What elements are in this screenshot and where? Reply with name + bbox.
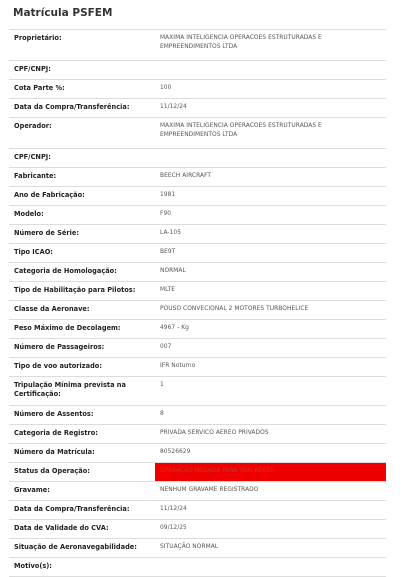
row-label: Ano de Fabricação: <box>14 191 85 199</box>
table-row <box>9 501 386 520</box>
row-value: NENHUM GRAVAME REGISTRADO <box>160 487 259 493</box>
table-row <box>9 339 386 358</box>
row-value: 007 <box>160 344 172 350</box>
table-row <box>9 99 386 118</box>
row-value: 1 <box>160 382 164 388</box>
row-label: Data de Validade do CVA: <box>14 524 109 532</box>
row-value: 80526629 <box>160 449 191 455</box>
table-row <box>9 301 386 320</box>
row-label: Proprietário: <box>14 34 62 42</box>
row-label: Categoria de Homologação: <box>14 267 117 275</box>
row-value: 11/12/24 <box>160 104 187 110</box>
row-label: CPF/CNPJ: <box>14 153 51 161</box>
table-row <box>9 539 386 558</box>
row-label: Fabricante: <box>14 172 57 180</box>
row-value <box>155 149 386 167</box>
row-label: Número de Assentos: <box>14 410 94 418</box>
row-label: Tripulação Mínima prevista na Certificação: <box>14 381 126 399</box>
row-label: Tipo ICAO: <box>14 248 53 256</box>
row-value: PRIVADA SERVICO AEREO PRIVADOS <box>160 430 269 436</box>
table-row <box>9 463 386 482</box>
status-badge: OPERAÇÃO NEGADA PARA TÁXI AÉREO <box>155 463 386 481</box>
row-value: F90 <box>160 211 172 217</box>
row-value: LA-105 <box>160 230 181 236</box>
row-value <box>155 61 386 79</box>
table-row <box>9 30 386 61</box>
table-row <box>9 358 386 377</box>
row-label: Status da Operação: <box>14 467 90 475</box>
row-label: Número de Série: <box>14 229 79 237</box>
table-row <box>9 225 386 244</box>
table-row <box>9 377 386 406</box>
row-label: Situação de Aeronavegabilidade: <box>14 543 137 551</box>
row-value: SITUAÇÃO NORMAL <box>160 544 219 550</box>
table-row <box>9 520 386 539</box>
row-label: Número da Matrícula: <box>14 448 95 456</box>
row-label: Peso Máximo de Decolagem: <box>14 324 121 332</box>
row-value: 8 <box>160 411 164 417</box>
table-row <box>9 149 386 168</box>
table-row <box>9 263 386 282</box>
table-row <box>9 482 386 501</box>
row-label: Tipo de voo autorizado: <box>14 362 102 370</box>
row-label: Data da Compra/Transferência: <box>14 505 130 513</box>
row-value: MAXIMA INTELIGENCIA OPERACOES ESTRUTURADAS E EMPREENDIMENTOS LTDA <box>160 35 322 51</box>
registration-table <box>9 29 386 577</box>
row-label: Motivo(s): <box>14 562 52 570</box>
row-label: Cota Parte %: <box>14 84 65 92</box>
row-value: 100 <box>160 85 172 91</box>
row-label: Data da Compra/Transferência: <box>14 103 130 111</box>
row-value: NORMAL <box>160 268 186 274</box>
row-value <box>155 558 386 576</box>
table-row <box>9 425 386 444</box>
table-row <box>9 206 386 225</box>
row-label: Categoria de Registro: <box>14 429 98 437</box>
table-row <box>9 282 386 301</box>
row-value: BEECH AIRCRAFT <box>160 173 212 179</box>
table-row <box>9 118 386 149</box>
row-value: 09/12/25 <box>160 525 187 531</box>
row-label: Tipo de Habilitação para Pilotos: <box>14 286 136 294</box>
row-value: 1981 <box>160 192 176 198</box>
row-label: Gravame: <box>14 486 50 494</box>
row-value: POUSO CONVECIONAL 2 MOTORES TURBOHELICE <box>160 306 309 312</box>
table-row <box>9 406 386 425</box>
row-value: MAXIMA INTELIGENCIA OPERACOES ESTRUTURADAS E EMPREENDIMENTOS LTDA <box>160 123 322 139</box>
row-label: Número de Passageiros: <box>14 343 105 351</box>
table-row <box>9 187 386 206</box>
table-row <box>9 444 386 463</box>
row-label: CPF/CNPJ: <box>14 65 51 73</box>
row-label: Operador: <box>14 122 52 130</box>
row-label: Classe da Aeronave: <box>14 305 90 313</box>
table-row <box>9 558 386 577</box>
row-value: 4967 - Kg <box>160 325 189 331</box>
row-label: Modelo: <box>14 210 44 218</box>
row-value: BE9T <box>160 249 176 255</box>
table-row <box>9 320 386 339</box>
table-row <box>9 244 386 263</box>
page-title: Matrícula PSFEM <box>13 7 113 19</box>
row-value: MLTE <box>160 287 176 293</box>
row-value: IFR Noturno <box>160 363 196 369</box>
table-row <box>9 61 386 80</box>
table-row <box>9 80 386 99</box>
table-row <box>9 168 386 187</box>
row-value: 11/12/24 <box>160 506 187 512</box>
